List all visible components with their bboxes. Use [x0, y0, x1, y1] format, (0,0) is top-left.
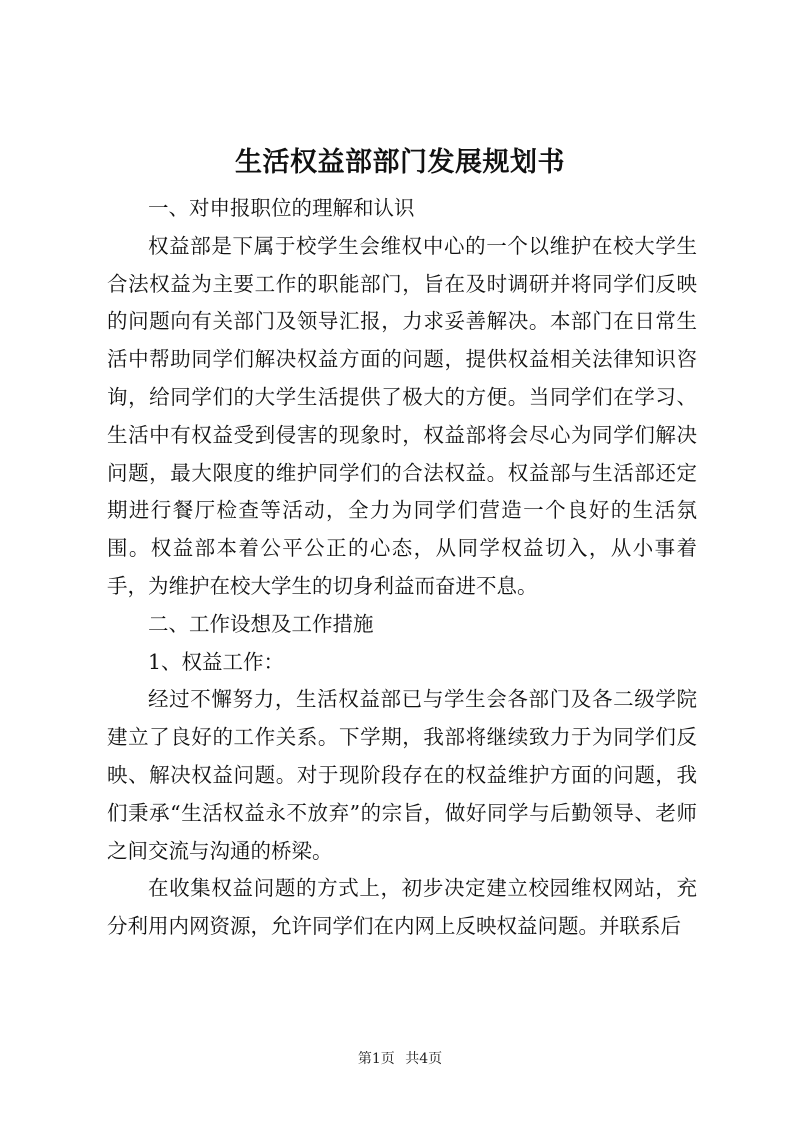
page-number: 第1页 — [357, 1051, 395, 1067]
section-heading-1: 一、对申报职位的理解和认识 — [148, 196, 415, 220]
body-paragraph: 在收集权益问题的方式上，初步决定建立校园维权网站，充分利用内网资源，允许同学们在内网上反映权益问题。并联系后 — [107, 876, 697, 939]
body-paragraph: 经过不懈努力，生活权益部已与学生会各部门及各二级学院建立了良好的工作关系。下学期，我部将继续致力于为同学们反映、解决权益问题。对于现阶段存在的权益维护方面的问题，我们秉承“生活权益永不放弃”的宗旨，做好同学与后勤领导、老师之间交流与沟通的桥梁。 — [107, 687, 697, 863]
page-total: 共4页 — [405, 1051, 443, 1067]
document-body — [107, 190, 697, 946]
document-title: 生活权益部部门发展规划书 — [235, 147, 565, 178]
page-footer — [0, 1048, 800, 1068]
section-heading-2: 二、工作设想及工作措施 — [148, 611, 374, 636]
body-paragraph: 权益部是下属于校学生会维权中心的一个以维护在校大学生合法权益为主要工作的职能部门，旨在及时调研并将同学们反映的问题向有关部门及领导汇报，力求妥善解决。本部门在日常生活中帮助同学们解决权益方面的问题，提供权益相关法律知识咨询，给同学们的大学生活提供了极大的方便。当同学们在学习、生活中有权益受到侵害的现象时，权益部将会尽心为同学们解决问题，最大限度的维护同学们的合法权益。权益部与生活部还定期进行餐厅检查等活动，全力为同学们营造一个良好的生活氛围。权益部本着公平公正的心态，从同学权益切入，从小事着手，为维护在校大学生的切身利益而奋进不息。 — [107, 233, 697, 598]
subsection-heading: 1、权益工作： — [148, 649, 285, 674]
